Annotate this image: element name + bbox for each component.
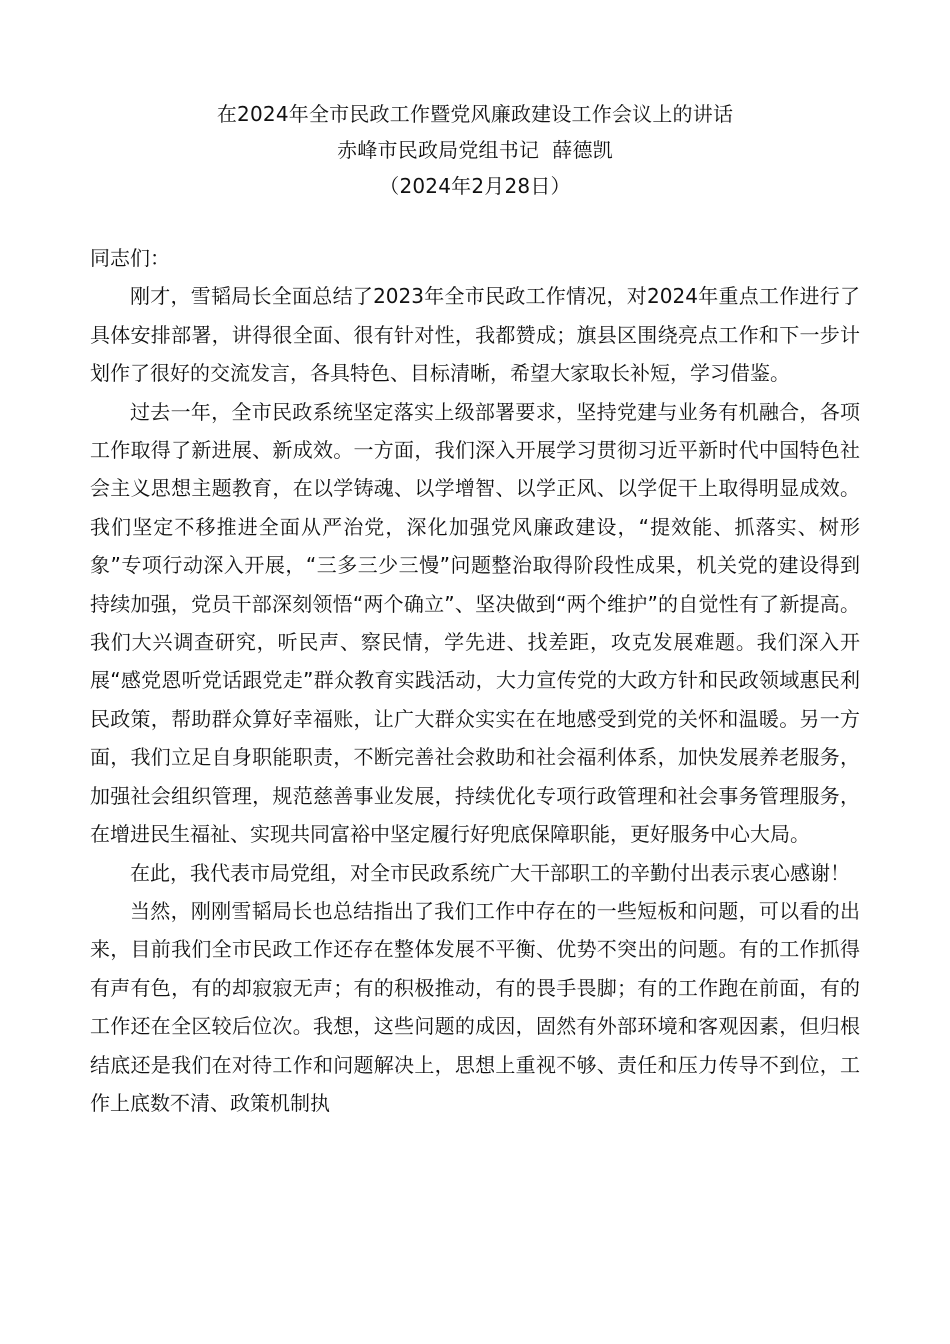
paragraph: 过去一年，全市民政系统坚定落实上级部署要求，坚持党建与业务有机融合，各项工作取得了新进展、新成效。一方面，我们深入开展学习贯彻习近平新时代中国特色社会主义思想主题教育，在以学铸魂、以学增智、以学正风、以学促干上取得明显成效。我们坚定不移推进全面从严治党，深化加强党风廉政建设，“提效能、抓落实、树形象”专项行动深入开展，“三多三少三慢”问题整治取得阶段性成果，机关党的建设得到持续加强，党员干部深刻领悟“两个确立”、坚决做到“两个维护”的自觉性有了新提高。我们大兴调查研究，听民声、察民情，学先进、找差距，攻克发展难题。我们深入开展“感党恩听党话跟党走”群众教育实践活动，大力宣传党的大政方针和民政领域惠民利民政策，帮助群众算好幸福账，让广大群众实实在在地感受到党的关怀和温暖。另一方面，我们立足自身职能职责，不断完善社会救助和社会福利体系，加快发展养老服务，加强社会组织管理，规范慈善事业发展，持续优化专项行政管理和社会事务管理服务，在增进民生福祉、实现共同富裕中坚定履行好兜底保障职能，更好服务中心大局。 — [90, 399, 860, 847]
paragraph: 刚才，雪韬局长全面总结了2023年全市民政工作情况，对2024年重点工作进行了具体安排部署，讲得很全面、很有针对性，我都赞成；旗县区围绕亮点工作和下一步计划作了很好的交流发言，各具特色、目标清晰，希望大家取长补短，学习借鉴。 — [90, 284, 860, 386]
document-body — [90, 239, 860, 1122]
paragraph: 当然，刚刚雪韬局长也总结指出了我们工作中存在的一些短板和问题，可以看的出来，目前我们全市民政工作还存在整体发展不平衡、优势不突出的问题。有的工作抓得有声有色，有的却寂寂无声；有的积极推动，有的畏手畏脚；有的工作跑在前面，有的工作还在全区较后位次。我想，这些问题的成因，固然有外部环境和客观因素，但归根结底还是我们在对待工作和问题解决上，思想上重视不够、责任和压力传导不到位，工作上底数不清、政策机制执 — [90, 898, 860, 1115]
paragraph: 在此，我代表市局党组，对全市民政系统广大干部职工的辛勤付出表示衷心感谢！ — [130, 860, 850, 885]
greeting: 同志们： — [90, 246, 170, 270]
document-title: 在2024年全市民政工作暨党风廉政建设工作会议上的讲话 — [216, 102, 734, 126]
document-header — [0, 96, 950, 204]
speaker-line: 赤峰市民政局党组书记 薛德凯 — [337, 138, 613, 162]
speech-date: （2024年2月28日） — [379, 174, 571, 198]
